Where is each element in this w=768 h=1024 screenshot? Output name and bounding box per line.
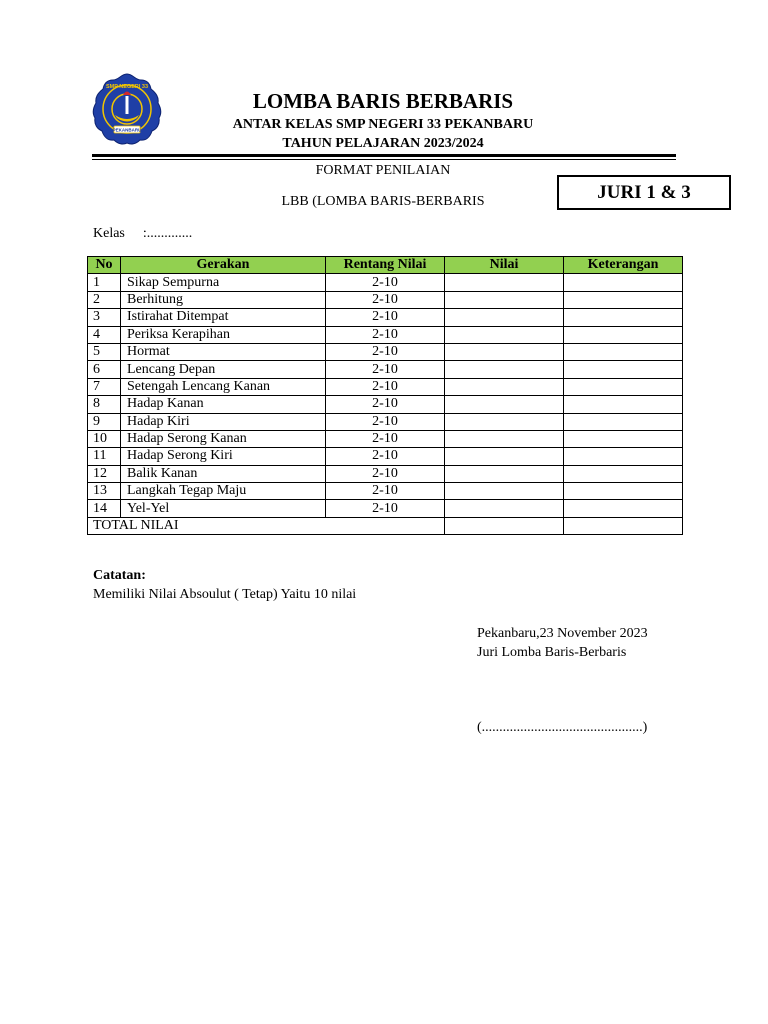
row-rentang: 2-10 [326, 430, 445, 447]
table-row [88, 465, 683, 482]
row-gerakan: Hadap Kiri [121, 413, 326, 430]
row-no: 2 [88, 291, 121, 308]
row-nilai-cell[interactable] [445, 430, 564, 447]
row-gerakan: Hadap Kanan [121, 396, 326, 413]
column-header-nilai: Nilai [445, 257, 564, 274]
row-gerakan: Sikap Sempurna [121, 274, 326, 291]
row-gerakan: Yel-Yel [121, 500, 326, 517]
table-row [88, 309, 683, 326]
row-rentang: 2-10 [326, 378, 445, 395]
row-keterangan-cell[interactable] [564, 500, 683, 517]
juri-box: JURI 1 & 3 [557, 175, 731, 210]
row-nilai-cell[interactable] [445, 396, 564, 413]
row-gerakan: Hormat [121, 343, 326, 360]
row-keterangan-cell[interactable] [564, 465, 683, 482]
kelas-value: :............. [142, 226, 193, 241]
row-nilai-cell[interactable] [445, 465, 564, 482]
score-table [87, 256, 683, 535]
row-gerakan: Periksa Kerapihan [121, 326, 326, 343]
row-no: 1 [88, 274, 121, 291]
format-label: FORMAT PENILAIAN [315, 163, 451, 178]
table-row [88, 361, 683, 378]
row-no: 8 [88, 396, 121, 413]
row-gerakan: Langkah Tegap Maju [121, 483, 326, 500]
row-no: 3 [88, 309, 121, 326]
row-no: 4 [88, 326, 121, 343]
table-row [88, 343, 683, 360]
table-row [88, 500, 683, 517]
column-header-no: No [88, 257, 121, 274]
row-no: 14 [88, 500, 121, 517]
signature-place-date: Pekanbaru,23 November 2023 [477, 626, 648, 641]
total-row [88, 517, 683, 534]
row-nilai-cell[interactable] [445, 291, 564, 308]
notes-label: Catatan: [93, 568, 146, 583]
table-row [88, 483, 683, 500]
row-keterangan-cell[interactable] [564, 343, 683, 360]
row-rentang: 2-10 [326, 500, 445, 517]
row-nilai-cell[interactable] [445, 378, 564, 395]
row-rentang: 2-10 [326, 361, 445, 378]
row-nilai-cell[interactable] [445, 483, 564, 500]
row-gerakan: Berhitung [121, 291, 326, 308]
table-row [88, 326, 683, 343]
row-rentang: 2-10 [326, 291, 445, 308]
row-no: 10 [88, 430, 121, 447]
signature-name-line: (..............................................) [477, 720, 648, 735]
logo-text-bottom: PEKANBARU [112, 127, 142, 133]
row-keterangan-cell[interactable] [564, 291, 683, 308]
row-no: 9 [88, 413, 121, 430]
row-keterangan-cell[interactable] [564, 309, 683, 326]
row-gerakan: Setengah Lencang Kanan [121, 378, 326, 395]
table-row [88, 291, 683, 308]
row-nilai-cell[interactable] [445, 500, 564, 517]
row-keterangan-cell[interactable] [564, 448, 683, 465]
row-keterangan-cell[interactable] [564, 483, 683, 500]
total-nilai-cell[interactable] [445, 517, 564, 534]
document-subtitle-2: TAHUN PELAJARAN 2023/2024 [282, 136, 484, 151]
row-rentang: 2-10 [326, 309, 445, 326]
row-keterangan-cell[interactable] [564, 361, 683, 378]
total-keterangan-cell[interactable] [564, 517, 683, 534]
row-nilai-cell[interactable] [445, 448, 564, 465]
logo-text-top: SMP NEGERI 33 [105, 84, 149, 90]
school-logo [89, 71, 165, 147]
kelas-field [93, 225, 192, 242]
header-divider-thick [92, 154, 676, 157]
row-no: 6 [88, 361, 121, 378]
document-subtitle-1: ANTAR KELAS SMP NEGERI 33 PEKANBARU [232, 117, 534, 132]
table-header-row [88, 257, 683, 274]
table-row [88, 378, 683, 395]
row-no: 11 [88, 448, 121, 465]
row-no: 12 [88, 465, 121, 482]
signature-role: Juri Lomba Baris-Berbaris [477, 645, 627, 660]
table-row [88, 413, 683, 430]
row-gerakan: Lencang Depan [121, 361, 326, 378]
column-header-keterangan: Keterangan [564, 257, 683, 274]
row-keterangan-cell[interactable] [564, 413, 683, 430]
row-nilai-cell[interactable] [445, 309, 564, 326]
table-row [88, 448, 683, 465]
row-no: 7 [88, 378, 121, 395]
row-rentang: 2-10 [326, 483, 445, 500]
header-divider-thin [92, 159, 676, 160]
row-nilai-cell[interactable] [445, 361, 564, 378]
column-header-gerakan: Gerakan [121, 257, 326, 274]
document-title: LOMBA BARIS BERBARIS [252, 89, 514, 113]
notes-text: Memiliki Nilai Absoulut ( Tetap) Yaitu 10 nilai [93, 587, 357, 602]
table-row [88, 274, 683, 291]
row-rentang: 2-10 [326, 274, 445, 291]
row-gerakan: Hadap Serong Kiri [121, 448, 326, 465]
total-label: TOTAL NILAI [88, 517, 445, 534]
row-keterangan-cell[interactable] [564, 430, 683, 447]
row-keterangan-cell[interactable] [564, 396, 683, 413]
row-rentang: 2-10 [326, 465, 445, 482]
row-gerakan: Istirahat Ditempat [121, 309, 326, 326]
kelas-label: Kelas [93, 226, 125, 241]
row-rentang: 2-10 [326, 413, 445, 430]
row-nilai-cell[interactable] [445, 326, 564, 343]
row-nilai-cell[interactable] [445, 343, 564, 360]
table-row [88, 396, 683, 413]
row-keterangan-cell[interactable] [564, 274, 683, 291]
row-no: 5 [88, 343, 121, 360]
row-nilai-cell[interactable] [445, 274, 564, 291]
table-row [88, 430, 683, 447]
lbb-label: LBB (LOMBA BARIS-BERBARIS [281, 194, 485, 209]
row-keterangan-cell[interactable] [564, 326, 683, 343]
row-rentang: 2-10 [326, 343, 445, 360]
row-no: 13 [88, 483, 121, 500]
row-gerakan: Balik Kanan [121, 465, 326, 482]
row-rentang: 2-10 [326, 448, 445, 465]
row-keterangan-cell[interactable] [564, 378, 683, 395]
row-rentang: 2-10 [326, 396, 445, 413]
column-header-rentang: Rentang Nilai [326, 257, 445, 274]
row-gerakan: Hadap Serong Kanan [121, 430, 326, 447]
row-rentang: 2-10 [326, 326, 445, 343]
row-nilai-cell[interactable] [445, 413, 564, 430]
